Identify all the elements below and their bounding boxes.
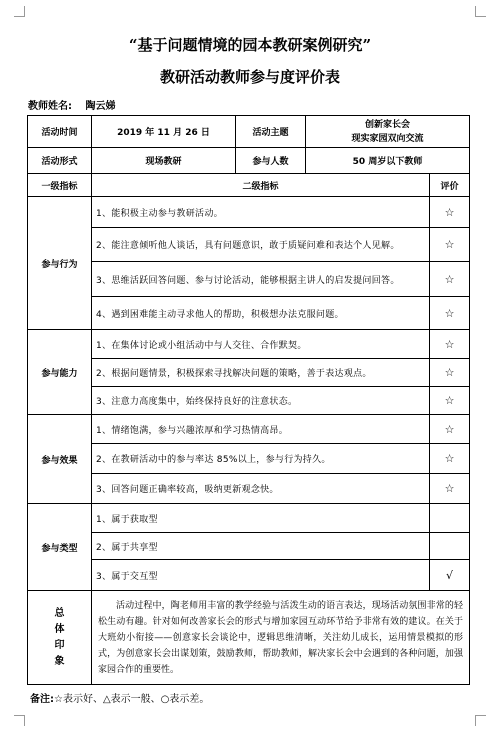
table-row — [28, 474, 470, 504]
table-row — [28, 533, 470, 560]
indicator-group-label: 参与行为 — [28, 197, 92, 330]
info-row-time — [28, 116, 470, 148]
indicator-item: 2、在教研活动中的参与率达 85%以上，参与行为持久。 — [92, 444, 430, 474]
rating-cell: ☆ — [430, 415, 470, 444]
rating-cell: √ — [430, 560, 470, 591]
activity-theme-label: 活动主题 — [236, 116, 306, 148]
table-row — [28, 262, 470, 297]
evaluation-table — [27, 115, 470, 685]
rating-cell — [430, 504, 470, 533]
table-row — [28, 504, 470, 533]
rating-header: 评价 — [430, 174, 470, 197]
table-row — [28, 560, 470, 591]
page-corner-mark — [475, 6, 486, 17]
page-corner-mark — [14, 715, 25, 726]
table-row — [28, 330, 470, 359]
summary-label-char: 印 — [54, 639, 65, 651]
summary-text: 活动过程中，陶老师用丰富的教学经验与活泼生动的语言表达，现场活动氛围非常的轻松生动有趣。针对如何改善家长会的形式与增加家园互动环节给予非常有效的建议。在关于大班幼小衔接——创意家长会谈论中，逻辑思维清晰，关注幼儿成长，运用情景模拟的形式，为创意家长会出谋划策，鼓励教师，帮助教师，解决家长会中会遇到的各种问题，加强家园合作的重要性。 — [92, 591, 470, 685]
activity-form-value: 现场教研 — [92, 148, 236, 174]
indicator-item: 1、在集体讨论或小组活动中与人交往、合作默契。 — [92, 330, 430, 359]
page-corner-mark — [475, 715, 486, 726]
table-header-row — [28, 174, 470, 197]
info-row-form — [28, 148, 470, 174]
activity-form-label: 活动形式 — [28, 148, 92, 174]
summary-label-char: 象 — [54, 655, 65, 667]
teacher-name-label: 教师姓名: — [28, 101, 72, 112]
indicator-item: 2、能注意倾听他人谈话，具有问题意识，敢于质疑问难和表达个人见解。 — [92, 228, 430, 262]
indicator-group-label: 参与类型 — [28, 504, 92, 591]
table-row — [28, 359, 470, 387]
table-row — [28, 197, 470, 228]
indicator-item: 3、回答问题正确率较高，吸纳更新观念快。 — [92, 474, 430, 504]
teacher-name-value: 陶云娣 — [85, 101, 116, 112]
indicator-group-label: 参与效果 — [28, 415, 92, 504]
summary-row — [28, 591, 470, 685]
indicator-item: 3、思维活跃回答问题、参与讨论活动，能够根据主讲人的启发提问回答。 — [92, 262, 430, 297]
summary-label — [28, 591, 92, 685]
teacher-name-line — [28, 97, 115, 112]
rating-cell: ☆ — [430, 387, 470, 415]
table-row — [28, 387, 470, 415]
rating-cell — [430, 533, 470, 560]
participants-value: 50 周岁以下教师 — [306, 148, 470, 174]
level1-header: 一级指标 — [28, 174, 92, 197]
document-title: “基于问题情境的园本教研案例研究” — [128, 36, 372, 54]
table-row — [28, 415, 470, 444]
indicator-item: 1、情绪饱满，参与兴趣浓厚和学习热情高昂。 — [92, 415, 430, 444]
indicator-group-label: 参与能力 — [28, 330, 92, 415]
indicator-item: 2、根据问题情景，积极探索寻找解决问题的策略，善于表达观点。 — [92, 359, 430, 387]
summary-label-char: 体 — [54, 623, 65, 635]
indicator-item: 2、属于共享型 — [92, 533, 430, 560]
indicator-item: 4、遇到困难能主动寻求他人的帮助，积极想办法克服问题。 — [92, 297, 430, 330]
table-row — [28, 228, 470, 262]
indicator-item: 1、能积极主动参与教研活动。 — [92, 197, 430, 228]
activity-time-value: 2019 年 11 月 26 日 — [92, 116, 236, 148]
indicator-item: 3、注意力高度集中，始终保持良好的注意状态。 — [92, 387, 430, 415]
footnote — [30, 690, 209, 705]
rating-cell: ☆ — [430, 228, 470, 262]
rating-cell: ☆ — [430, 262, 470, 297]
activity-theme-line: 现实家园双向交流 — [351, 133, 424, 144]
rating-cell: ☆ — [430, 330, 470, 359]
footnote-text: ☆表示好、△表示一般、○表示差。 — [54, 694, 210, 705]
activity-theme-value — [306, 116, 470, 148]
document-subtitle: 教研活动教师参与度评价表 — [159, 68, 340, 86]
rating-cell: ☆ — [430, 359, 470, 387]
rating-cell: ☆ — [430, 474, 470, 504]
level2-header: 二级指标 — [92, 174, 430, 197]
footnote-label: 备注: — [30, 694, 54, 705]
rating-cell: ☆ — [430, 444, 470, 474]
activity-time-label: 活动时间 — [28, 116, 92, 148]
summary-label-char: 总 — [54, 607, 65, 619]
indicator-item: 1、属于获取型 — [92, 504, 430, 533]
activity-theme-line: 创新家长会 — [365, 119, 411, 130]
indicator-item: 3、属于交互型 — [92, 560, 430, 591]
rating-cell: ☆ — [430, 297, 470, 330]
rating-cell: ☆ — [430, 197, 470, 228]
participants-label: 参与人数 — [236, 148, 306, 174]
page-corner-mark — [14, 6, 25, 17]
table-row — [28, 444, 470, 474]
table-row — [28, 297, 470, 330]
